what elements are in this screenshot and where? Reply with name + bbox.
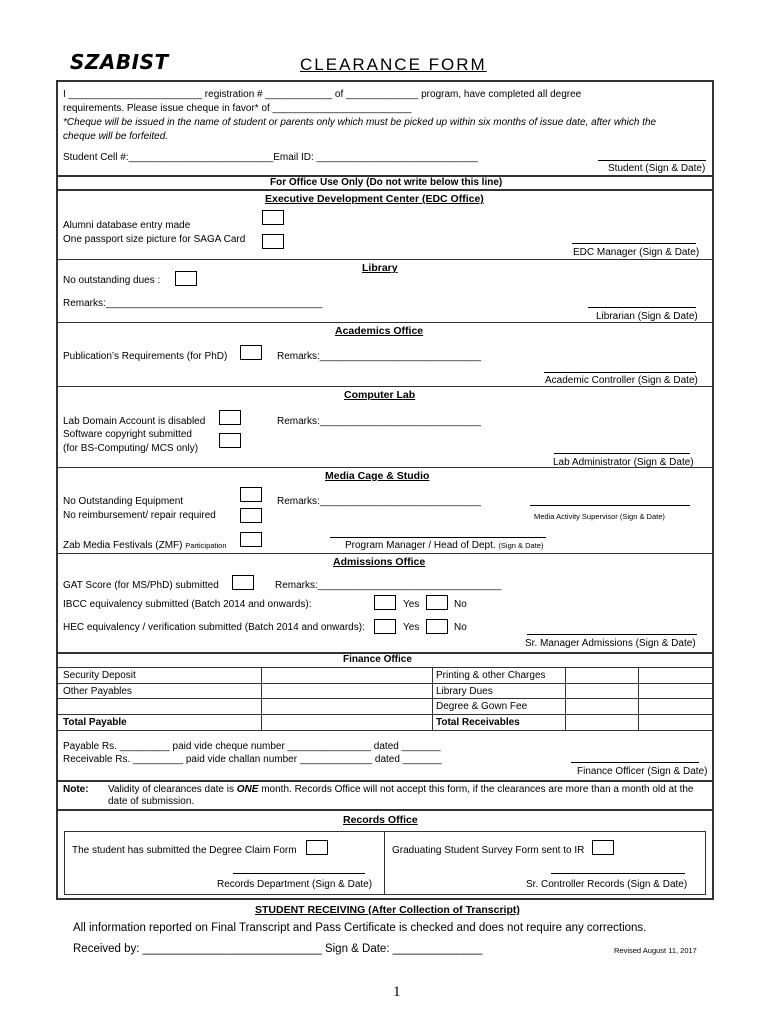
student-sign-line	[598, 160, 706, 161]
admissions-item: IBCC equivalency submitted (Batch 2014 and onwards):	[63, 599, 312, 610]
lab-item: Lab Domain Account is disabled	[63, 416, 206, 427]
edc-sign-line	[572, 243, 696, 244]
finance-right-item: Printing & other Charges	[436, 670, 546, 681]
records-item: Graduating Student Survey Form sent to IR	[392, 845, 585, 856]
zmf-label: Zab Media Festivals (ZMF)	[63, 540, 183, 551]
admissions-sign-label: Sr. Manager Admissions (Sign & Date)	[525, 638, 696, 649]
revision-date: Revised August 11, 2017	[614, 946, 697, 955]
media-item: No reimbursement/ repair required	[63, 510, 216, 521]
records-divider	[384, 831, 385, 895]
computer-lab-title: Computer Lab	[344, 389, 416, 401]
media-sign-label: Media Activity Supervisor (Sign & Date)	[534, 512, 665, 521]
finance-total-payable: Total Payable	[63, 717, 127, 728]
divider	[56, 386, 714, 387]
lab-domain-checkbox[interactable]	[219, 410, 241, 425]
intro-note2: cheque will be forfeited.	[63, 131, 169, 142]
divider	[56, 467, 714, 468]
lab-software-checkbox[interactable]	[219, 433, 241, 448]
records-survey-checkbox[interactable]	[592, 840, 614, 855]
finance-title: Finance Office	[343, 654, 412, 665]
academics-sign-label: Academic Controller (Sign & Date)	[545, 375, 698, 386]
edc-item: Alumni database entry made	[63, 220, 191, 231]
divider	[56, 780, 714, 782]
note-text-post: month. Records Office will not accept this form, if the clearances are more than a month old at the	[258, 784, 694, 795]
library-sign-line	[588, 307, 696, 308]
finance-grid-line	[56, 667, 714, 668]
finance-sign-line	[571, 762, 699, 763]
lab-sign-label: Lab Administrator (Sign & Date)	[553, 457, 694, 468]
pm-sign-text: Program Manager / Head of Dept.	[345, 540, 496, 551]
divider	[56, 322, 714, 323]
records-claim-checkbox[interactable]	[306, 840, 328, 855]
received-by: Received by: ____________________________ Sign & Date: ______________	[73, 943, 483, 955]
admissions-sign-line	[527, 634, 697, 635]
media-reimbursement-checkbox[interactable]	[240, 508, 262, 523]
pm-sign-label	[345, 540, 543, 551]
finance-receivable: Receivable Rs. _________ paid vide challan number _____________ dated _______	[63, 754, 442, 765]
records-controller-sign-label: Sr. Controller Records (Sign & Date)	[526, 879, 688, 890]
hec-no-checkbox[interactable]	[426, 619, 448, 634]
lab-remarks: Remarks:_____________________________	[277, 416, 482, 427]
admissions-item: GAT Score (for MS/PhD) submitted	[63, 580, 219, 591]
pm-sign-line	[330, 537, 546, 538]
records-item: The student has submitted the Degree Claim Form	[72, 845, 297, 856]
media-item	[63, 540, 227, 551]
finance-left-item: Other Payables	[63, 686, 132, 697]
finance-right-item: Degree & Gown Fee	[436, 701, 528, 712]
admissions-remarks: Remarks:_________________________________	[275, 580, 502, 591]
divider	[56, 259, 714, 260]
intro-line2: requirements. Please issue cheque in favor* of _________________________	[63, 103, 412, 114]
divider	[56, 189, 714, 191]
zmf-small: Participation	[185, 541, 227, 550]
finance-total-receivables: Total Receivables	[436, 717, 520, 728]
finance-grid-col	[432, 667, 433, 730]
records-controller-sign-line	[551, 873, 685, 874]
page-title: CLEARANCE FORM	[300, 55, 487, 74]
media-remarks: Remarks:_____________________________	[277, 496, 482, 507]
note-text-pre: Validity of clearances date is	[108, 784, 237, 795]
edc-passport-checkbox[interactable]	[262, 234, 284, 249]
admissions-gat-checkbox[interactable]	[232, 575, 254, 590]
intro-note1: *Cheque will be issued in the name of student or parents only which must be picked up within six months of issue date, after which the	[63, 117, 657, 128]
intro-line1: I ________________________ registration # ____________ of _____________ program, have completed all degree	[63, 89, 582, 100]
receiving-statement: All information reported on Final Transcript and Pass Certificate is checked and does not require any corrections.	[73, 922, 647, 934]
pm-sign-small: (Sign & Date)	[498, 541, 544, 550]
edc-sign-label: EDC Manager (Sign & Date)	[573, 247, 700, 258]
records-sign-line	[233, 873, 365, 874]
divider	[56, 553, 714, 554]
hec-yes-checkbox[interactable]	[374, 619, 396, 634]
edc-title: Executive Development Center (EDC Office)	[265, 193, 484, 205]
finance-grid-line	[56, 730, 714, 731]
ibcc-no-label: No	[454, 599, 467, 610]
receiving-title: STUDENT RECEIVING (After Collection of Transcript)	[255, 904, 520, 916]
library-dues-checkbox[interactable]	[175, 271, 197, 286]
academics-publication-checkbox[interactable]	[240, 345, 262, 360]
finance-left-item: Security Deposit	[63, 670, 136, 681]
lab-item: Software copyright submitted	[63, 429, 192, 440]
library-remarks: Remarks:_______________________________________	[63, 298, 323, 309]
ibcc-yes-label: Yes	[403, 599, 420, 610]
finance-grid-line	[56, 714, 714, 715]
ibcc-no-checkbox[interactable]	[426, 595, 448, 610]
academics-title: Academics Office	[335, 325, 424, 337]
library-title: Library	[362, 262, 398, 274]
logo: SZABIST	[70, 50, 169, 74]
lab-sign-line	[554, 453, 690, 454]
records-title: Records Office	[343, 814, 418, 826]
edc-alumni-checkbox[interactable]	[262, 210, 284, 225]
page-number: 1	[393, 984, 401, 1000]
edc-item: One passport size picture for SAGA Card	[63, 234, 246, 245]
finance-grid-col	[638, 667, 639, 730]
records-sign-label: Records Department (Sign & Date)	[217, 879, 373, 890]
note-text2: date of submission.	[108, 796, 195, 807]
note-emphasis: ONE	[236, 784, 259, 795]
hec-no-label: No	[454, 622, 467, 633]
lab-item: (for BS-Computing/ MCS only)	[63, 443, 199, 454]
admissions-title: Admissions Office	[333, 556, 426, 568]
hec-yes-label: Yes	[403, 622, 420, 633]
finance-right-item: Library Dues	[436, 686, 493, 697]
library-item: No outstanding dues :	[63, 275, 161, 286]
media-title: Media Cage & Studio	[325, 470, 430, 482]
media-zmf-checkbox[interactable]	[240, 532, 262, 547]
academics-sign-line	[544, 372, 696, 373]
ibcc-yes-checkbox[interactable]	[374, 595, 396, 610]
finance-grid-col	[565, 667, 566, 730]
finance-grid-line	[56, 698, 714, 699]
media-sign-line	[530, 505, 690, 506]
finance-sign-label: Finance Officer (Sign & Date)	[577, 766, 708, 777]
finance-grid-line	[56, 683, 714, 684]
student-contact: Student Cell #:__________________________Email ID: _____________________________	[63, 152, 478, 163]
academics-remarks: Remarks:_____________________________	[277, 351, 482, 362]
library-sign-label: Librarian (Sign & Date)	[596, 311, 698, 322]
note-text	[108, 784, 693, 795]
media-item: No Outstanding Equipment	[63, 496, 184, 507]
finance-payable: Payable Rs. _________ paid vide cheque number _______________ dated _______	[63, 741, 441, 752]
academics-item: Publication’s Requirements (for PhD)	[63, 351, 228, 362]
finance-grid-col	[261, 667, 262, 730]
divider	[56, 809, 714, 811]
note-label: Note:	[63, 784, 89, 795]
admissions-item: HEC equivalency / verification submitted (Batch 2014 and onwards):	[63, 622, 365, 633]
office-use-label: For Office Use Only (Do not write below this line)	[270, 177, 503, 188]
student-sign-label: Student (Sign & Date)	[608, 163, 706, 174]
media-equipment-checkbox[interactable]	[240, 487, 262, 502]
